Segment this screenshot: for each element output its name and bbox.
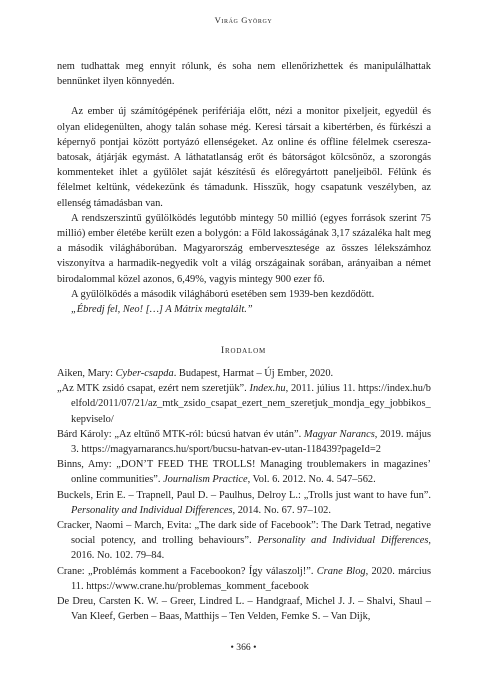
body-text <box>57 59 431 317</box>
reference-item: Crane: „Problémás komment a Facebookon? Így válaszolj!”. Crane Blog, 2020. március 11. https://www.crane.hu/problemas_komment_facebook <box>57 565 431 592</box>
paragraph-2: Az ember új számítógépének perifériája előtt, nézi a monitor pixeljeit, egyedül és olyan elidegenülten, ahogy talán sohase még. Keresi társait a kibertérben, és fürkészi a képernyő pontjai között portyázó ellenségeket. Az online és offline félelmek csereszabatosak, átjárják egymást. A láthatatlanság erőt és bátorságot kölcsönöz, a szorongás kommenteket ihlet a gyűlölet saját készítésű és előregyártott paneljeiből. Félünk és félelmet keltünk, védekezünk és támadunk. Hisszük, hogy csapatunk veszélyben, az ellenség támadásban van. <box>57 106 431 209</box>
paragraph-3: A rendszerszintű gyűlölködés legutóbb mintegy 50 millió (egyes források szerint 75 millió) ember életébe került ezen a bolygón: a Föld lakosságának 3,17 százaléka halt meg a második világháborúban. Magyarország embervesztesége az összes lélekszámhoz viszonyítva a harmadik-negyedik volt a világ országainak sorában, arányaiban a német birodalommal közel azonos, 6,49%, vagyis mintegy 900 ezer fő. <box>57 212 431 285</box>
paragraph-1: nem tudhattak meg ennyit rólunk, és soha nem ellenőrizhettek és manipulálhattak bennünket ilyen könnyedén. <box>57 61 431 88</box>
reference-item: Cracker, Naomi – March, Evita: „The dark side of Facebook”: The Dark Tetrad, negative social potency, and trolling behaviours”. Personality and Individual Differences, 2016. No. 102. 79–84. <box>57 520 431 562</box>
section-title: Irodalom <box>221 345 266 356</box>
reference-list <box>57 366 431 624</box>
closing-quote: „Ébredj fel, Neo! […] A Mátrix megtalált.” <box>71 304 253 316</box>
reference-item: Buckels, Erin E. – Trapnell, Paul D. – Paulhus, Delroy L.: „Trolls just want to have fun”. Personality and Individual Differences, 2014. No. 67. 97–102. <box>57 489 431 516</box>
reference-item: Bárd Károly: „Az eltűnő MTK-ról: búcsú hatvan év után”. Magyar Narancs, 2019. május 3. https://magyarnarancs.hu/sport/bucsu-hatvan-ev-utan-118439?pageId=2 <box>57 428 431 456</box>
page-number: • 366 • <box>230 642 257 653</box>
reference-item: Aiken, Mary: Cyber-csapda. Budapest, Harmat – Új Ember, 2020. <box>57 368 334 379</box>
reference-item: Binns, Amy: „DON’T FEED THE TROLLS! Managing troublemakers in magazines’ online communities”. Journalism Practice, Vol. 6. 2012. No. 4. 547–562. <box>57 459 431 486</box>
reference-item: De Dreu, Carsten K. W. – Greer, Lindred L. – Handgraaf, Michel J. J. – Shalvi, Shaul – Van Kleef, Gerben – Baas, Matthijs – Ten Velden, Femke S. – Van Dijk, <box>57 596 431 623</box>
running-head: Virág György <box>214 15 273 25</box>
reference-item: „Az MTK zsidó csapat, ezért nem szeretjük”. Index.hu, 2011. július 11. https://index.hu/belfold/2011/07/21/az_mtk_zsido_csapat_ezert_nem_szeretjuk_mondja_egy_jobbikos_kepviselo/ <box>57 383 432 425</box>
paragraph-4: A gyűlölködés a második világháború esetében sem 1939-ben kezdődött. <box>71 288 375 300</box>
